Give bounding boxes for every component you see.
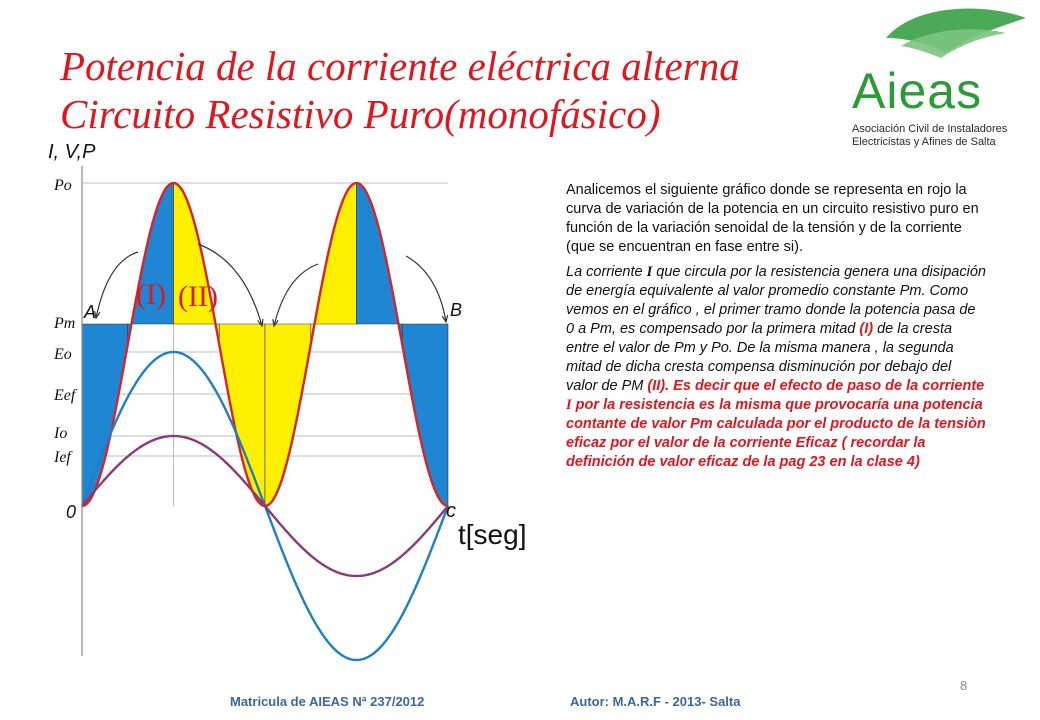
region-label-2: (II) (178, 280, 218, 313)
footer-right: Autor: M.A.R.F - 2013- Salta (570, 694, 741, 709)
label-a: A (84, 302, 97, 322)
region-label-1: (I) (136, 278, 166, 311)
compensation-arrow (274, 264, 318, 326)
title-line-1: Potencia de la corriente eléctrica alterna (60, 43, 740, 89)
label-ief: Ief (54, 449, 71, 466)
power-fill-region (128, 183, 174, 345)
logo-subtitle-1: Asociación Civil de Instaladores (852, 123, 1008, 135)
label-eo: Eo (54, 346, 72, 363)
logo-subtitle-2: Electricistas y Afines de Salta (852, 136, 996, 148)
label-io: Io (54, 425, 68, 442)
label-po: Po (54, 177, 72, 194)
paragraph-2: La corriente I que circula por la resistencia genera una disipación de energía equivalente al valor promedio constante Pm. Como vemos en el gráfico , el primer tramo donde la potencia pasa de 0 a Pm, es compensado por la primera mitad (I) de la cresta entre el valor de Pm y Po. De la misma manera , la segunda mitad de dicha cresta compensa disminución por debajo del valor de PM (II). Es decir que el efecto de paso de la corriente I por la resistencia es la misma que provocaría una potencia contante de valor Pm calculada por el producto de la tensiòn eficaz por el valor de la corriente Eficaz ( recordar la definición de valor eficaz de la pag 23 en la clase 4) (566, 264, 986, 470)
compensation-arrow (96, 252, 138, 318)
label-b: B (450, 300, 463, 320)
power-fill-regions (82, 183, 448, 506)
power-fill-region (265, 324, 311, 506)
page-number: 8 (960, 678, 968, 693)
power-fill-region (402, 324, 448, 506)
label-c: c (446, 500, 456, 522)
power-fill-region (174, 183, 220, 345)
x-axis-label: t[seg] (458, 519, 527, 550)
label-zero: 0 (66, 502, 77, 522)
paragraph-1: Analicemos el siguiente gráfico donde se representa en rojo la curva de variación de la potencia en un circuito resistivo puro en función de la variación senoidal de la tensión y de la corriente (que se encuentran en fase entre si). (566, 182, 979, 255)
power-diagram (30, 136, 550, 666)
label-pm: Pm (54, 315, 76, 332)
label-ef: Eef (54, 387, 76, 404)
y-axis-label: I, V,P (48, 141, 96, 163)
logo-name: Aieas (852, 63, 983, 119)
slide-title (60, 42, 820, 138)
compensation-arrow (406, 256, 446, 322)
explanation-text (566, 181, 986, 472)
footer-left: Matricula de AIEAS Nª 237/2012 (230, 694, 425, 709)
power-fill-region (357, 183, 403, 345)
logo-subtitle (852, 123, 1032, 149)
title-line-2: Circuito Resistivo Puro(monofásico) (60, 91, 661, 137)
